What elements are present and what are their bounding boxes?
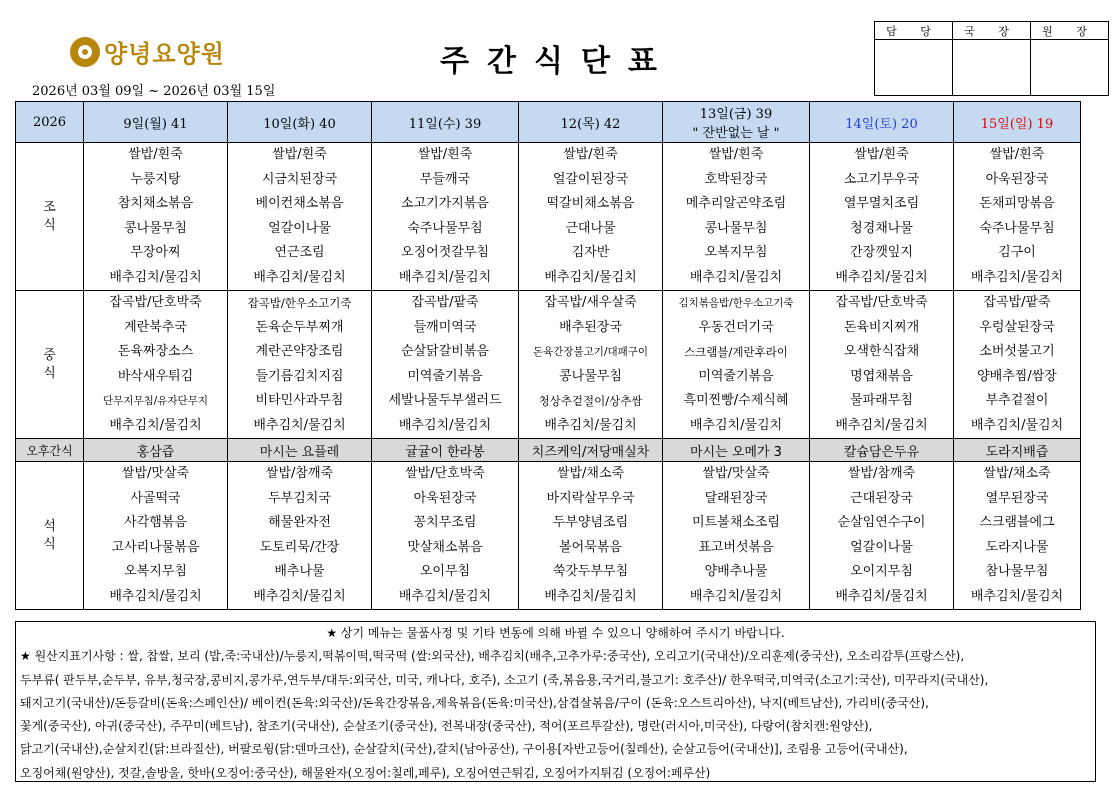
menu-item: 오이지무침 bbox=[850, 564, 913, 579]
menu-cell bbox=[372, 291, 519, 439]
menu-item: 양배추찜/쌈장 bbox=[977, 368, 1057, 384]
menu-item: 참나물무침 bbox=[985, 564, 1049, 579]
header-row bbox=[16, 102, 1081, 143]
menu-item: 콩나물무침 bbox=[124, 220, 187, 236]
menu-item: 김자반 bbox=[571, 245, 610, 260]
menu-item: 미역줄기볶음 bbox=[698, 368, 774, 384]
breakfast-label-char: 식 bbox=[43, 217, 56, 233]
menu-cell bbox=[954, 462, 1081, 610]
notice-line: ★ 상기 메뉴는 물품사정 및 기타 변동에 의해 바뀔 수 있으니 양해하여 주시기 바랍니다. bbox=[326, 626, 785, 640]
menu-item: 아욱된장국 bbox=[985, 171, 1049, 187]
menu-item: 김구이 bbox=[998, 245, 1036, 260]
snack-cell: 마시는 오메가 3 bbox=[663, 439, 810, 462]
menu-item: 잡곡밥/단호박죽 bbox=[835, 295, 928, 310]
menu-item: 두부양념조림 bbox=[552, 515, 629, 530]
menu-item: 간장깻잎지 bbox=[850, 245, 913, 260]
menu-item: 세발나물두부샐러드 bbox=[388, 393, 502, 408]
menu-item: 쌀밥/흰죽 bbox=[563, 147, 618, 162]
snack-label-cell: 오후간식 bbox=[16, 439, 84, 462]
menu-item: 배추김치/물김치 bbox=[544, 588, 637, 604]
menu-item: 쌀밥/흰죽 bbox=[417, 147, 473, 162]
menu-item: 오복지무침 bbox=[704, 245, 768, 260]
menu-item: 청상추겉절이/상추쌈 bbox=[538, 394, 643, 408]
menu-item: 호박된장국 bbox=[704, 171, 768, 187]
menu-item: 김치볶음밥/한우소고기죽 bbox=[678, 297, 794, 309]
day-label: 10일(화) 40 bbox=[263, 116, 336, 132]
menu-item: 쌀밥/흰죽 bbox=[854, 147, 909, 162]
day-label: 15일(일) 19 bbox=[980, 116, 1054, 132]
day-label: 14일(토) 20 bbox=[845, 116, 918, 132]
origin-line: 오징어채(원양산), 젓갈,솔방울, 핫바(오징어:중국산), 해물완자(오징어:칠레,페루), 오징어연근튀김, 오징어가지튀김 (오징어:페루산) bbox=[20, 765, 711, 780]
menu-cell bbox=[228, 462, 372, 610]
menu-item: 배추김치/물김치 bbox=[835, 417, 928, 433]
menu-item: 쌀밥/단호박죽 bbox=[405, 466, 485, 481]
menu-item: 도토리묵/간장 bbox=[259, 539, 340, 555]
menu-item: 열무멸치조림 bbox=[843, 196, 920, 211]
menu-item: 쌀밥/참깨죽 bbox=[265, 466, 334, 481]
menu-item: 배추김치/물김치 bbox=[970, 588, 1064, 604]
day-header-cell bbox=[663, 102, 810, 143]
approval-sign-staff bbox=[875, 40, 953, 96]
menu-item: 볼어묵볶음 bbox=[559, 539, 622, 555]
menu-item: 얼갈이나물 bbox=[850, 539, 913, 555]
menu-item: 표고버섯볶음 bbox=[698, 539, 774, 555]
menu-item: 얼갈이된장국 bbox=[552, 171, 629, 187]
menu-item: 배추김치/물김치 bbox=[970, 417, 1064, 433]
menu-item: 배추김치/물김치 bbox=[835, 588, 928, 604]
menu-item: 배추김치/물김치 bbox=[253, 269, 346, 285]
menu-item: 배추된장국 bbox=[559, 319, 622, 335]
menu-item: 해물완자전 bbox=[268, 515, 331, 530]
menu-cell bbox=[228, 291, 372, 439]
menu-cell bbox=[663, 143, 810, 291]
logo-text: 양녕요양원 bbox=[104, 40, 225, 68]
menu-item: 시금치된장국 bbox=[261, 171, 338, 187]
breakfast-label-char: 조 bbox=[43, 199, 56, 215]
day-label: 13일(금) 39 bbox=[699, 107, 773, 122]
menu-item: 오색한식잡채 bbox=[843, 344, 920, 359]
menu-item: 쌀밥/채소죽 bbox=[556, 466, 625, 481]
menu-item: 쌀밥/참깨죽 bbox=[847, 466, 916, 481]
menu-item: 무장아찌 bbox=[130, 245, 181, 260]
origin-line: 돼지고기(국내산)/돈등갈비(돈육:스페인산)/ 베이컨(돈육:외국산)/돈육간장볶음,제육볶음(돈육:미국산),삼겹살볶음/구이 (돈육:오스트리아산), 낙지(베트남산), 가리비(중국산), bbox=[20, 695, 929, 710]
menu-item: 돈육비지찌개 bbox=[843, 319, 920, 335]
menu-item: 누룽지탕 bbox=[130, 171, 181, 187]
day-header-cell bbox=[84, 102, 228, 143]
menu-item: 두부김치국 bbox=[268, 490, 331, 506]
menu-cell bbox=[519, 462, 663, 610]
menu-item: 계란곤약장조림 bbox=[255, 344, 344, 359]
day-header-cell bbox=[519, 102, 663, 143]
menu-item: 무들깨국 bbox=[419, 171, 471, 187]
menu-item: 배추김치/물김치 bbox=[398, 417, 492, 433]
approval-sign-director bbox=[953, 40, 1031, 96]
menu-item: 스크램블에그 bbox=[979, 515, 1055, 530]
menu-item: 잡곡밥/새우살죽 bbox=[544, 295, 637, 310]
menu-cell bbox=[810, 462, 954, 610]
menu-cell bbox=[372, 462, 519, 610]
notes-box bbox=[15, 621, 1096, 782]
menu-item: 쌀밥/맛살죽 bbox=[702, 466, 770, 481]
snack-cell: 홍삼즙 bbox=[84, 439, 228, 462]
menu-item: 근대나물 bbox=[565, 220, 616, 236]
menu-cell bbox=[954, 143, 1081, 291]
lunch-row bbox=[16, 291, 1081, 439]
menu-item: 명엽채볶음 bbox=[850, 368, 913, 384]
menu-cell bbox=[372, 143, 519, 291]
menu-item: 배추김치/물김치 bbox=[835, 269, 928, 285]
menu-cell bbox=[810, 291, 954, 439]
menu-item: 들기름김치지짐 bbox=[255, 368, 344, 384]
page-title: 주간식단표 bbox=[440, 44, 675, 79]
menu-item: 우동건더기국 bbox=[698, 319, 774, 335]
menu-item: 배추나물 bbox=[274, 564, 325, 579]
menu-item: 미역줄기볶음 bbox=[407, 368, 483, 384]
origin-line: ★ 원산지표기사항 : 쌀, 찹쌀, 보리 (밥,죽:국내산)/누룽지,떡볶이떡,떡국떡 (쌀:외국산), 배추김치(배추,고추가루:중국산), 오리고기(국내산)/오리훈제(중국산), 오소리감투(프랑스산), bbox=[20, 649, 965, 664]
origin-line: 닭고기(국내산),순살치킨(닭:브라질산), 버팔로윙(닭:덴마크산), 순살갈치(국산),갈치(남아공산), 구이용[자반고등어(칠레산), 순살고등어(국내산)], 조림용 고등어(국내산), bbox=[20, 742, 908, 757]
day-header-cell bbox=[228, 102, 372, 143]
date-period: 2026년 03월 09일 ~ 2026년 03월 15일 bbox=[32, 84, 276, 99]
menu-cell bbox=[84, 291, 228, 439]
menu-item: 돈채피망볶음 bbox=[979, 196, 1055, 211]
flower-logo-icon bbox=[70, 37, 100, 67]
menu-item: 부추겉절이 bbox=[985, 393, 1049, 408]
menu-item: 스크램블/계란후라이 bbox=[684, 345, 788, 359]
menu-item: 꽁치무조림 bbox=[413, 515, 477, 530]
dinner-label-char: 석 bbox=[43, 518, 56, 534]
menu-item: 참치채소볶음 bbox=[117, 196, 194, 211]
day-header-cell bbox=[810, 102, 954, 143]
menu-item: 맛살채소볶음 bbox=[407, 539, 483, 555]
snack-cell: 마시는 요플레 bbox=[228, 439, 372, 462]
menu-item: 바지락살무우국 bbox=[546, 490, 635, 506]
menu-item: 도라지나물 bbox=[985, 539, 1049, 555]
day-label: 12(목) 42 bbox=[560, 116, 621, 132]
menu-item: 배추김치/물김치 bbox=[109, 269, 202, 285]
menu-item: 소고기무우국 bbox=[843, 171, 920, 187]
breakfast-row bbox=[16, 143, 1081, 291]
menu-item: 잡곡밥/단호박죽 bbox=[109, 295, 202, 310]
menu-item: 양배추나물 bbox=[704, 564, 768, 579]
approval-sign-head bbox=[1031, 40, 1109, 96]
snack-cell: 칼슘담은두유 bbox=[810, 439, 954, 462]
menu-item: 열무된장국 bbox=[985, 490, 1049, 506]
approval-label-head: 원 장 bbox=[1031, 22, 1109, 40]
day-label: 11일(수) 39 bbox=[408, 116, 482, 132]
snack-cell: 귤귤이 한라봉 bbox=[372, 439, 519, 462]
menu-cell bbox=[84, 143, 228, 291]
menu-item: 순살임연수구이 bbox=[837, 515, 926, 530]
menu-cell bbox=[519, 291, 663, 439]
menu-item: 소버섯불고기 bbox=[979, 344, 1055, 359]
menu-cell bbox=[519, 143, 663, 291]
menu-cell bbox=[663, 291, 810, 439]
menu-item: 물파래무침 bbox=[850, 393, 913, 408]
menu-item: 배추김치/물김치 bbox=[689, 269, 783, 285]
origin-line: 꽃게(중국산), 아귀(중국산), 주꾸미(베트남), 참조기(국내산), 순살조기(중국산), 전복내장(중국산), 적어(포르투갈산), 명란(러시아,미국산), 다랑어(참치캔:원양산), bbox=[20, 719, 873, 734]
breakfast-label-cell bbox=[16, 143, 84, 291]
menu-cell bbox=[810, 143, 954, 291]
menu-item: 오복지무침 bbox=[124, 564, 187, 579]
snack-cell: 치즈케익/저당매실차 bbox=[519, 439, 663, 462]
menu-item: 우렁살된장국 bbox=[979, 319, 1055, 335]
menu-item: 쌀밥/흰죽 bbox=[272, 147, 327, 162]
menu-item: 흑미찐빵/수제식혜 bbox=[683, 393, 789, 408]
menu-item: 배추김치/물김치 bbox=[544, 417, 637, 433]
menu-item: 소고기가지볶음 bbox=[401, 196, 489, 211]
menu-item: 연근조림 bbox=[274, 245, 325, 260]
menu-item: 얼갈이나물 bbox=[268, 220, 331, 236]
approval-label-staff: 담 당 bbox=[875, 22, 953, 40]
menu-item: 근대된장국 bbox=[850, 490, 913, 506]
day-header-cell bbox=[954, 102, 1081, 143]
menu-cell bbox=[84, 462, 228, 610]
menu-item: 떡갈비채소볶음 bbox=[546, 196, 635, 211]
menu-item: 사골떡국 bbox=[130, 490, 181, 506]
menu-item: 바삭새우튀김 bbox=[117, 368, 194, 384]
menu-item: 배추김치/물김치 bbox=[398, 269, 492, 285]
menu-item: 순살닭갈비볶음 bbox=[401, 344, 489, 359]
menu-item: 아욱된장국 bbox=[413, 490, 477, 506]
day-label: 9일(월) 41 bbox=[123, 116, 188, 132]
menu-item: 달래된장국 bbox=[704, 490, 768, 506]
menu-item: 쌀밥/흰죽 bbox=[128, 147, 183, 162]
menu-table bbox=[15, 101, 1081, 610]
year-cell: 2026 bbox=[16, 102, 84, 143]
origin-line: 두부류( 판두부,순두부, 유부,청국장,콩비지,콩가루,연두부/대두:외국산, 미국, 캐나다, 호주), 소고기 (죽,볶음용,국거리,불고기: 호주산)/ 한우떡국,미역국(소고기:국산), 미꾸라지(국내산), bbox=[20, 672, 989, 687]
menu-item: 숙주나물무침 bbox=[407, 220, 483, 236]
menu-item: 배추김치/물김치 bbox=[398, 588, 492, 604]
approval-box bbox=[874, 21, 1109, 96]
lunch-label-char: 식 bbox=[43, 365, 56, 381]
menu-item: 잡곡밥/팥죽 bbox=[983, 295, 1051, 310]
dinner-row bbox=[16, 462, 1081, 610]
dinner-label-char: 식 bbox=[43, 536, 56, 552]
menu-item: 쌀밥/흰죽 bbox=[989, 147, 1045, 162]
menu-item: 돈육순두부찌개 bbox=[255, 319, 344, 335]
menu-item: 베이컨채소볶음 bbox=[255, 196, 344, 211]
menu-item: 단무지무침/유자단무지 bbox=[103, 395, 208, 407]
menu-cell bbox=[228, 143, 372, 291]
menu-item: 잡곡밥/팥죽 bbox=[411, 295, 479, 310]
approval-label-director: 국 장 bbox=[953, 22, 1031, 40]
menu-item: 쌀밥/맛살죽 bbox=[121, 466, 190, 481]
menu-item: 배추김치/물김치 bbox=[109, 588, 202, 604]
menu-item: 사각햄볶음 bbox=[124, 515, 187, 530]
dinner-label-cell bbox=[16, 462, 84, 610]
menu-item: 배추김치/물김치 bbox=[970, 269, 1064, 285]
menu-item: 쌀밥/흰죽 bbox=[708, 147, 764, 162]
menu-item: 비타민사과무침 bbox=[255, 393, 344, 408]
snack-cell: 도라지배즙 bbox=[954, 439, 1081, 462]
menu-item: 숙주나물무침 bbox=[979, 220, 1055, 236]
menu-item: 콩나물무침 bbox=[559, 368, 622, 384]
menu-item: 쑥갓두부무침 bbox=[552, 564, 629, 579]
menu-item: 메추리알곤약조림 bbox=[685, 196, 787, 211]
day-header-cell bbox=[372, 102, 519, 143]
menu-cell bbox=[663, 462, 810, 610]
menu-item: 오이무침 bbox=[419, 564, 471, 579]
menu-item: 돈육짜장소스 bbox=[117, 344, 194, 359]
menu-item: 오징어젓갈무침 bbox=[401, 245, 489, 260]
menu-item: 배추김치/물김치 bbox=[689, 588, 783, 604]
menu-item: 고사리나물볶음 bbox=[111, 539, 200, 555]
menu-item: 배추김치/물김치 bbox=[253, 417, 346, 433]
menu-item: 배추김치/물김치 bbox=[689, 417, 783, 433]
menu-item: 들깨미역국 bbox=[413, 319, 477, 335]
menu-item: 배추김치/물김치 bbox=[544, 269, 637, 285]
menu-item: 청경채나물 bbox=[850, 220, 913, 236]
menu-item: 콩나물무침 bbox=[704, 220, 768, 236]
lunch-label-char: 중 bbox=[43, 347, 56, 363]
logo bbox=[70, 34, 225, 69]
day-note: " 잔반없는 날 " bbox=[692, 126, 780, 141]
menu-item: 배추김치/물김치 bbox=[253, 588, 346, 604]
lunch-label-cell bbox=[16, 291, 84, 439]
menu-cell bbox=[954, 291, 1081, 439]
snack-row bbox=[16, 439, 1081, 462]
menu-item: 계란북추국 bbox=[124, 319, 187, 335]
menu-item: 쌀밥/채소죽 bbox=[983, 466, 1051, 481]
menu-item: 배추김치/물김치 bbox=[109, 417, 202, 433]
menu-item: 돈육간장불고기/대패구이 bbox=[532, 346, 649, 358]
menu-item: 미트볼채소조림 bbox=[692, 515, 780, 530]
menu-item: 잡곡밥/한우소고기죽 bbox=[247, 296, 352, 310]
